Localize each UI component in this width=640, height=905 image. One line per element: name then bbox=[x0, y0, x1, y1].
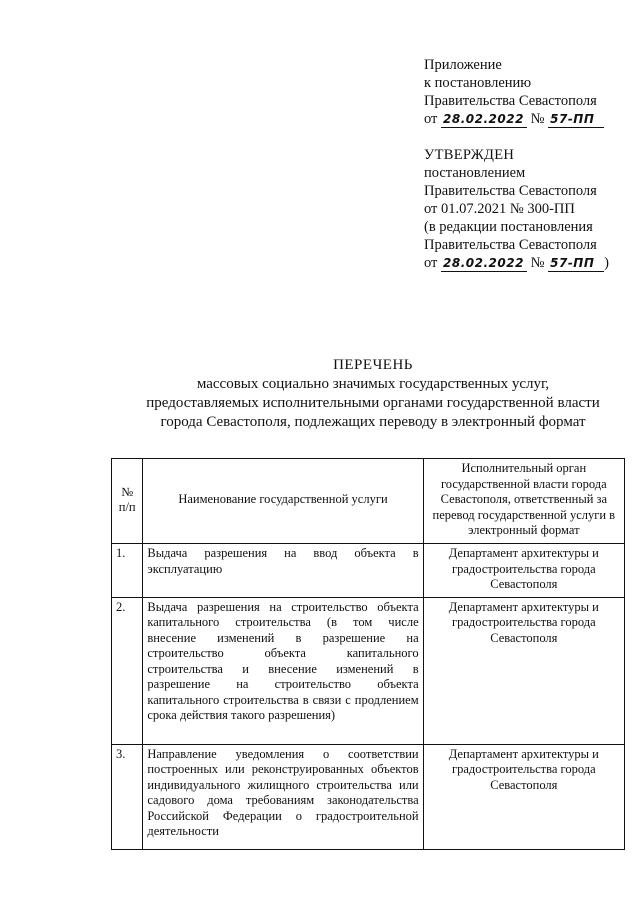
approved-handwritten-number: 57-ПП bbox=[548, 256, 604, 272]
header-num: № п/п bbox=[112, 459, 143, 544]
appendix-num-prefix: № bbox=[530, 111, 545, 127]
appendix-block bbox=[424, 56, 634, 128]
row-service-name: Выдача разрешения на строительство объекта капитального строительства (в том числе внесение изменений в разрешение на строительство объекта капитального строительства и внесение изменений в разрешение на строительство объекта капитального строительства в связи с продлением срока действия такого разрешения) bbox=[143, 597, 423, 744]
approved-close-paren: ) bbox=[604, 255, 609, 271]
table-row bbox=[112, 597, 625, 744]
title-line-1: массовых социально значимых государственных услуг, bbox=[196, 376, 550, 392]
approved-block bbox=[424, 146, 634, 272]
appendix-from-prefix: от bbox=[424, 111, 438, 127]
approved-handwritten-date: 28.02.2022 bbox=[441, 256, 527, 272]
row-num: 3. bbox=[112, 744, 143, 849]
approved-date-line bbox=[424, 254, 634, 272]
approved-line-1: постановлением bbox=[424, 165, 526, 181]
row-service-name: Направление уведомления о соответствии построенных или реконструированных объектов индивидуального жилищного строительства или садового дома требованиям законодательства Российской Федерации о градостроительной деятельности bbox=[143, 744, 423, 849]
appendix-handwritten-date: 28.02.2022 bbox=[441, 112, 527, 128]
services-table bbox=[111, 458, 625, 850]
approved-line-5: Правительства Севастополя bbox=[424, 237, 597, 253]
appendix-date-line bbox=[424, 110, 634, 128]
row-service-name: Выдача разрешения на ввод объекта в эксплуатацию bbox=[143, 544, 423, 598]
document-title bbox=[110, 356, 636, 432]
appendix-line-3: Правительства Севастополя bbox=[424, 93, 597, 109]
table-row bbox=[112, 544, 625, 598]
approved-line-2: Правительства Севастополя bbox=[424, 183, 597, 199]
title-line-2: предоставляемых исполнительными органами государственной власти bbox=[146, 395, 600, 411]
header-org: Исполнительный орган государственной власти города Севастополя, ответственный за перевод государственной услуги в электронный формат bbox=[423, 459, 624, 544]
table-header-row bbox=[112, 459, 625, 544]
row-org: Департамент архитектуры и градостроительства города Севастополя bbox=[423, 744, 624, 849]
row-org: Департамент архитектуры и градостроительства города Севастополя bbox=[423, 544, 624, 598]
approved-line-4: (в редакции постановления bbox=[424, 219, 593, 235]
row-num: 2. bbox=[112, 597, 143, 744]
title-heading: ПЕРЕЧЕНЬ bbox=[333, 357, 413, 373]
appendix-line-1: Приложение bbox=[424, 57, 502, 73]
appendix-line-2: к постановлению bbox=[424, 75, 532, 91]
appendix-handwritten-number: 57-ПП bbox=[548, 112, 604, 128]
header-name: Наименование государственной услуги bbox=[143, 459, 423, 544]
row-num: 1. bbox=[112, 544, 143, 598]
approved-heading: УТВЕРЖДЕН bbox=[424, 147, 515, 163]
row-org: Департамент архитектуры и градостроительства города Севастополя bbox=[423, 597, 624, 744]
approved-line-3: от 01.07.2021 № 300-ПП bbox=[424, 201, 575, 217]
title-line-3: города Севастополя, подлежащих переводу в электронный формат bbox=[160, 414, 586, 430]
table-row bbox=[112, 744, 625, 849]
approved-num-prefix: № bbox=[530, 255, 545, 271]
approved-from-prefix: от bbox=[424, 255, 438, 271]
